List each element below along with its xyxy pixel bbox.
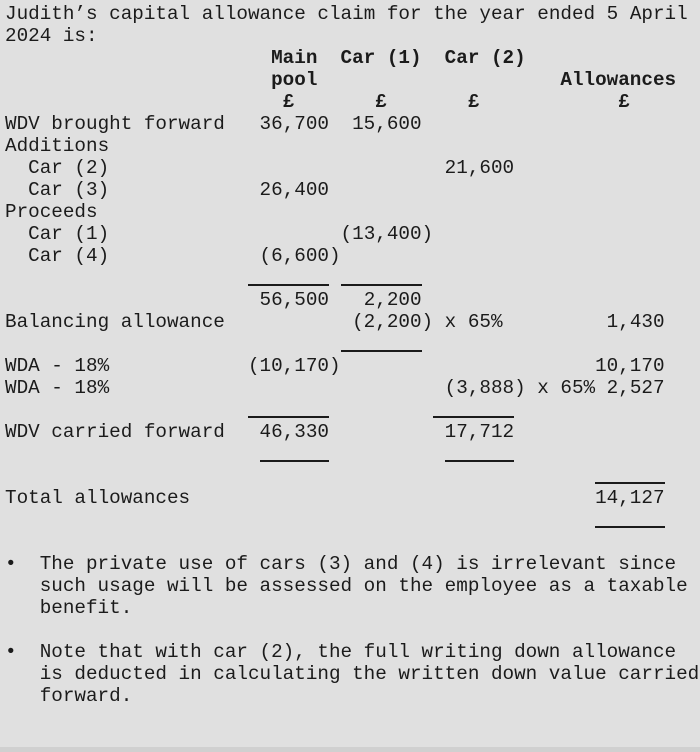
allowances-cell: 14,127 <box>595 487 665 509</box>
car1-calc-cell: (2,200) x 65% <box>352 311 503 333</box>
main-pool-total-rule <box>248 416 329 418</box>
main-pool-cell: 56,500 <box>259 289 329 311</box>
pound-symbol: £ <box>618 91 630 113</box>
row-label: Balancing allowance <box>5 311 225 333</box>
bullet1-line-2 <box>5 575 700 597</box>
row-label: Car (3) <box>28 179 110 201</box>
bullet1-line-1 <box>5 553 700 575</box>
main-pool-cell: (10,170) <box>247 355 341 377</box>
bullet-text: is deducted in calculating the written down value carried <box>39 663 700 685</box>
row-wdv-carried-forward <box>5 421 700 443</box>
bullet-text: such usage will be assessed on the employee as a taxable <box>39 575 688 597</box>
intro-text: Judith’s capital allowance claim for the year ended 5 April <box>5 3 688 25</box>
row-addition-car3 <box>5 179 700 201</box>
bullet2-line-2 <box>5 663 700 685</box>
table-header-row-2 <box>5 69 700 91</box>
car2-cell: 17,712 <box>444 421 515 443</box>
row-wda-car2 <box>5 377 700 399</box>
car1-cell: 15,600 <box>352 113 422 135</box>
row-proceeds <box>5 201 700 223</box>
row-proceeds-car4 <box>5 245 700 267</box>
row-label: WDA - 18% <box>5 355 110 377</box>
row-label: WDV carried forward <box>5 421 225 443</box>
intro-text: 2024 is: <box>5 25 98 47</box>
row-label: WDV brought forward <box>5 113 225 135</box>
main-pool-closing-rule <box>260 460 329 462</box>
blank-line <box>5 531 700 553</box>
bullet-text: Note that with car (2), the full writing down allowance <box>39 641 677 663</box>
car1-cell: 2,200 <box>363 289 422 311</box>
row-label: Car (4) <box>28 245 110 267</box>
allowances-rule-row <box>5 465 700 487</box>
bullet-text: The private use of cars (3) and (4) is irrelevant since <box>39 553 677 575</box>
row-label: Proceeds <box>5 201 98 223</box>
car1-cell: (13,400) <box>340 223 434 245</box>
pound-symbol: £ <box>467 91 480 113</box>
car1-header: Car (1) <box>340 47 422 69</box>
row-balancing-allowance <box>5 311 700 333</box>
row-addition-car2 <box>5 157 700 179</box>
row-label: Total allowances <box>5 487 191 509</box>
carried-forward-rule-row <box>5 399 700 421</box>
row-wda-main-pool <box>5 355 700 377</box>
blank-line <box>5 619 700 641</box>
bullet2-line-1 <box>5 641 700 663</box>
car1-closing-rule <box>341 350 422 352</box>
car1-total-rule <box>341 284 422 286</box>
pound-symbol: £ <box>375 91 387 113</box>
row-additions <box>5 135 700 157</box>
bullet-marker: • <box>5 641 17 663</box>
table-header-row-1 <box>5 47 700 69</box>
row-total-allowances <box>5 487 700 509</box>
row-label: Additions <box>5 135 110 157</box>
pound-symbol: £ <box>282 91 295 113</box>
allowances-cell: 2,527 <box>606 377 665 399</box>
row-label: WDA - 18% <box>5 377 110 399</box>
car2-total-rule <box>433 416 514 418</box>
bullet-text: forward. <box>39 685 133 707</box>
bullet1-line-3 <box>5 597 700 619</box>
allowances-closing-rule <box>595 526 664 528</box>
car2-closing-rule <box>445 460 514 462</box>
car1-closing-rule-row <box>5 333 700 355</box>
row-subtotal <box>5 289 700 311</box>
main-pool-cell: 46,330 <box>259 421 329 443</box>
row-label: Car (1) <box>28 223 110 245</box>
row-wdv-brought-forward <box>5 113 700 135</box>
main-pool-total-rule <box>248 284 329 286</box>
main-pool-cell: 36,700 <box>259 113 329 135</box>
intro-line-1 <box>5 3 700 25</box>
bullet-text: benefit. <box>39 597 133 619</box>
allowances-closing-rule-row <box>5 509 700 531</box>
intro-line-2 <box>5 25 700 47</box>
main-pool-cell: 26,400 <box>259 179 329 201</box>
allowances-header: Allowances <box>560 69 677 91</box>
bullet2-line-3 <box>5 685 700 707</box>
main-pool-header: Main <box>271 47 318 69</box>
subtotal-rule-row <box>5 267 700 289</box>
currency-header-row <box>5 91 700 113</box>
bullet-marker: • <box>5 553 17 575</box>
car2-cell: 21,600 <box>444 157 515 179</box>
car2-header: Car (2) <box>444 47 526 69</box>
main-pool-cell: (6,600) <box>259 245 341 267</box>
row-proceeds-car1 <box>5 223 700 245</box>
main-pool-header: pool <box>271 69 318 91</box>
allowances-cell: 10,170 <box>595 355 665 377</box>
allowances-total-rule <box>595 482 664 484</box>
allowances-cell: 1,430 <box>606 311 665 333</box>
car2-calc-cell: (3,888) x 65% <box>444 377 596 399</box>
row-label: Car (2) <box>28 157 110 179</box>
carried-forward-closing-rule-row <box>5 443 700 465</box>
